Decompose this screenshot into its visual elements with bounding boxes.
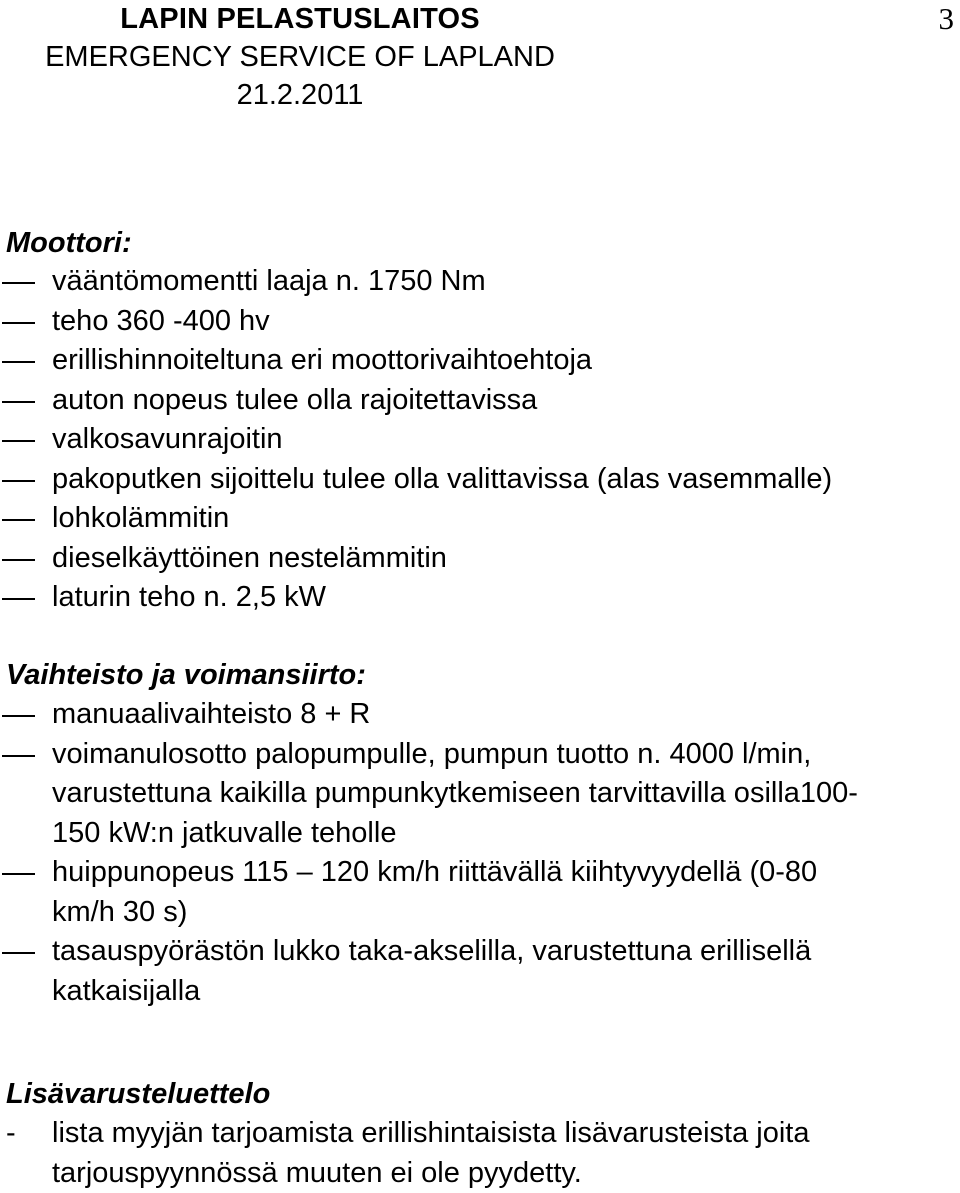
list-item: [0, 302, 960, 342]
organization-name-english: EMERGENCY SERVICE OF LAPLAND: [45, 41, 555, 73]
list-item-text: teho 360 -400 hv: [52, 304, 270, 337]
list-item-text: lohkolämmitin: [52, 502, 230, 534]
list-item-text: huippunopeus 115 – 120 km/h riittävällä kiihtyvyydellä (0-80: [52, 856, 818, 888]
list-item: [0, 578, 960, 618]
section-heading-lisavarusteet: Lisävarusteluettelo: [6, 1078, 271, 1110]
list-item: [0, 932, 960, 1011]
list-item: [0, 853, 960, 932]
list-item-text: valkosavunrajoitin: [52, 423, 283, 455]
list-item-text: varustettuna kaikilla pumpunkytkemiseen tarvittavilla osilla100-: [52, 777, 858, 809]
list-item-text: 150 kW:n jatkuvalle teholle: [52, 816, 397, 849]
list-item: [0, 695, 960, 735]
list-item: [0, 539, 960, 579]
section-heading-vaihteisto: Vaihteisto ja voimansiirto:: [6, 659, 366, 691]
list-item-text: auton nopeus tulee olla rajoitettavissa: [52, 383, 538, 416]
organization-name-finnish: LAPIN PELASTUSLAITOS: [120, 3, 480, 35]
list-item: [0, 1114, 960, 1193]
moottori-list: [0, 262, 960, 618]
list-item-text: tarjouspyynnössä muuten ei ole pyydetty.: [52, 1156, 582, 1189]
list-item-text: manuaalivaihteisto 8 + R: [52, 698, 371, 730]
list-item-text: erillishinnoiteltuna eri moottorivaihtoehtoja: [52, 344, 593, 376]
hyphen-bullet: -: [6, 1117, 16, 1149]
list-item-text: voimanulosotto palopumpulle, pumpun tuotto n. 4000 l/min,: [52, 737, 812, 770]
list-item-text: lista myyjän tarjoamista erillishintaisista lisävarusteista joita: [52, 1117, 810, 1149]
document-date: 21.2.2011: [236, 79, 364, 111]
list-item: [0, 381, 960, 421]
vaihteisto-list: [0, 695, 960, 1011]
list-item-text: pakoputken sijoittelu tulee olla valittavissa (alas vasemmalle): [52, 462, 833, 495]
list-item-text: katkaisijalla: [52, 974, 201, 1007]
document-header: [0, 0, 600, 114]
list-item: [0, 262, 960, 302]
list-item: [0, 341, 960, 381]
list-item: [0, 735, 960, 854]
list-item-text: tasauspyörästön lukko taka-akselilla, varustettuna erillisellä: [52, 935, 812, 967]
list-item-text: laturin teho n. 2,5 kW: [52, 581, 327, 613]
lisavarusteet-list: [0, 1114, 960, 1193]
list-item: [0, 460, 960, 500]
list-item-text: dieselkäyttöinen nestelämmitin: [52, 541, 447, 574]
page-number: 3: [938, 1, 954, 36]
list-item: [0, 499, 960, 539]
list-item-text: km/h 30 s): [52, 895, 188, 928]
list-item: [0, 420, 960, 460]
section-heading-moottori: Moottori:: [6, 227, 132, 259]
list-item-text: vääntömomentti laaja n. 1750 Nm: [52, 265, 486, 297]
